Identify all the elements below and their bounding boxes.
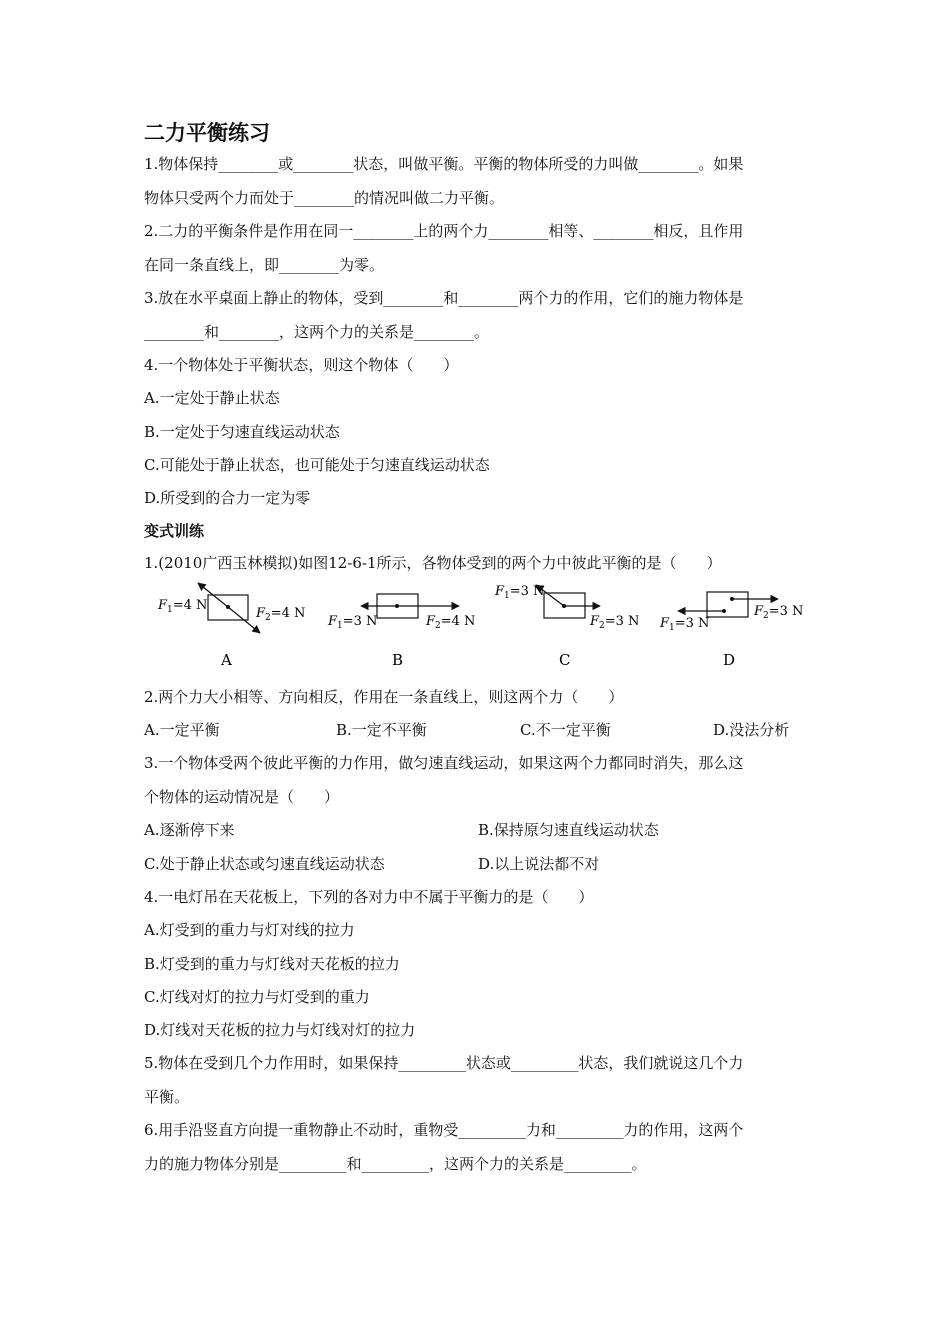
diagram-b-f2-label: $F_2=4$ N xyxy=(426,613,476,631)
v4-option-b: B.灯受到的重力与灯线对天花板的拉力 xyxy=(144,954,400,973)
part1-questions xyxy=(144,148,812,349)
q4-stem: 4.一个物体处于平衡状态，则这个物体（ ） xyxy=(144,356,459,374)
q4-option-c: C.可能处于静止状态，也可能处于匀速直线运动状态 xyxy=(144,455,490,474)
worksheet xyxy=(144,118,812,1181)
v3-stem-line-2: 个物体的运动情况是（ ） xyxy=(144,787,340,806)
q2-line-2: 在同一条直线上，即________为零。 xyxy=(144,255,385,274)
q1-line-2: 物体只受两个力而处于________的情况叫做二力平衡。 xyxy=(144,188,505,207)
diagram-c-f1-label: $F_1=3$ N xyxy=(495,583,545,601)
force-diagram-svg xyxy=(158,581,804,677)
diagram-d-label: D xyxy=(723,650,736,669)
q4-option-d: D.所受到的合力一定为零 xyxy=(144,489,311,508)
q3-line-1: 3.放在水平桌面上静止的物体，受到________和________两个力的作用，它们的施力物体是 xyxy=(144,289,744,307)
v4-option-d: D.灯线对天花板的拉力与灯线对灯的拉力 xyxy=(144,1021,416,1040)
v2-stem: 2.两个力大小相等、方向相反，作用在一条直线上，则这两个力（ ） xyxy=(144,687,624,706)
diagram-d-f2-label: $F_2=3$ N xyxy=(754,603,804,621)
diagram-c xyxy=(494,584,639,669)
diagram-d xyxy=(659,592,803,669)
v4-stem: 4.一电灯吊在天花板上，下列的各对力中不属于平衡力的是（ ） xyxy=(144,887,594,906)
v3-options-row-1 xyxy=(144,814,812,847)
v3-option-d: D.以上说法都不对 xyxy=(478,854,600,873)
v3-option-c: C.处于静止状态或匀速直线运动状态 xyxy=(144,854,385,873)
v5-line-1: 5.物体在受到几个力作用时，如果保持_________状态或_________状态，我们就说这几个力 xyxy=(144,1054,744,1073)
diagram-b-f1-label: $F_1=3$ N xyxy=(328,613,378,631)
q1-line-1: 1.物体保持________或________状态，叫做平衡。平衡的物体所受的力叫做________。如果 xyxy=(144,155,744,173)
page-title: 二力平衡练习 xyxy=(144,121,270,145)
diagram-a-label: A xyxy=(221,650,232,669)
v6-line-2: 力的施力物体分别是_________和_________，这两个力的关系是_________。 xyxy=(144,1154,647,1173)
diagram-b-label: B xyxy=(392,650,404,669)
q4-option-a: A.一定处于静止状态 xyxy=(144,389,280,408)
q4-option-b: B.一定处于匀速直线运动状态 xyxy=(144,422,340,441)
diagram-a-f1-label: $F_1=4$ N xyxy=(158,597,208,615)
v2-option-d: D.没法分析 xyxy=(713,721,790,740)
diagram-a xyxy=(157,583,305,669)
v1-stem: 1.(2010广西玉林模拟)如图12-6-1所示，各物体受到的两个力中彼此平衡的是（ ） xyxy=(144,554,722,573)
v3-option-a: A.逐渐停下来 xyxy=(144,821,235,840)
force-diagram-figure xyxy=(144,581,812,681)
v3-option-b: B.保持原匀速直线运动状态 xyxy=(478,821,659,840)
diagram-b xyxy=(327,594,475,669)
diagram-a-f2-label: $F_2=4$ N xyxy=(256,605,306,623)
section-title-variant: 变式训练 xyxy=(144,522,205,541)
v2-option-a: A.一定平衡 xyxy=(144,721,220,740)
diagram-d-box xyxy=(707,592,748,617)
v2-option-b: B.一定不平衡 xyxy=(336,721,427,740)
diagram-d-f1-label: $F_1=3$ N xyxy=(660,615,710,633)
v6-line-1: 6.用手沿竖直方向提一重物静止不动时，重物受_________力和_________力的作用，这两个 xyxy=(144,1121,744,1140)
v3-stem-line-1: 3.一个物体受两个彼此平衡的力作用，做匀速直线运动，如果这两个力都同时消失，那么这 xyxy=(144,754,744,773)
q4-block xyxy=(144,349,812,515)
v4-option-c: C.灯线对灯的拉力与灯受到的重力 xyxy=(144,987,370,1006)
q3-line-2: ________和________，这两个力的关系是________。 xyxy=(144,322,490,341)
q2-line-1: 2.二力的平衡条件是作用在同一________上的两个力________相等、________相反，且作用 xyxy=(144,222,744,240)
v4-option-a: A.灯受到的重力与灯对线的拉力 xyxy=(144,921,355,940)
v5-line-2: 平衡。 xyxy=(144,1087,190,1106)
v2-option-c: C.不一定平衡 xyxy=(520,721,611,740)
diagram-c-f2-label: $F_2=3$ N xyxy=(590,613,640,631)
v2-options xyxy=(144,714,812,747)
v3-options-row-2 xyxy=(144,848,812,881)
diagram-c-label: C xyxy=(559,650,571,669)
